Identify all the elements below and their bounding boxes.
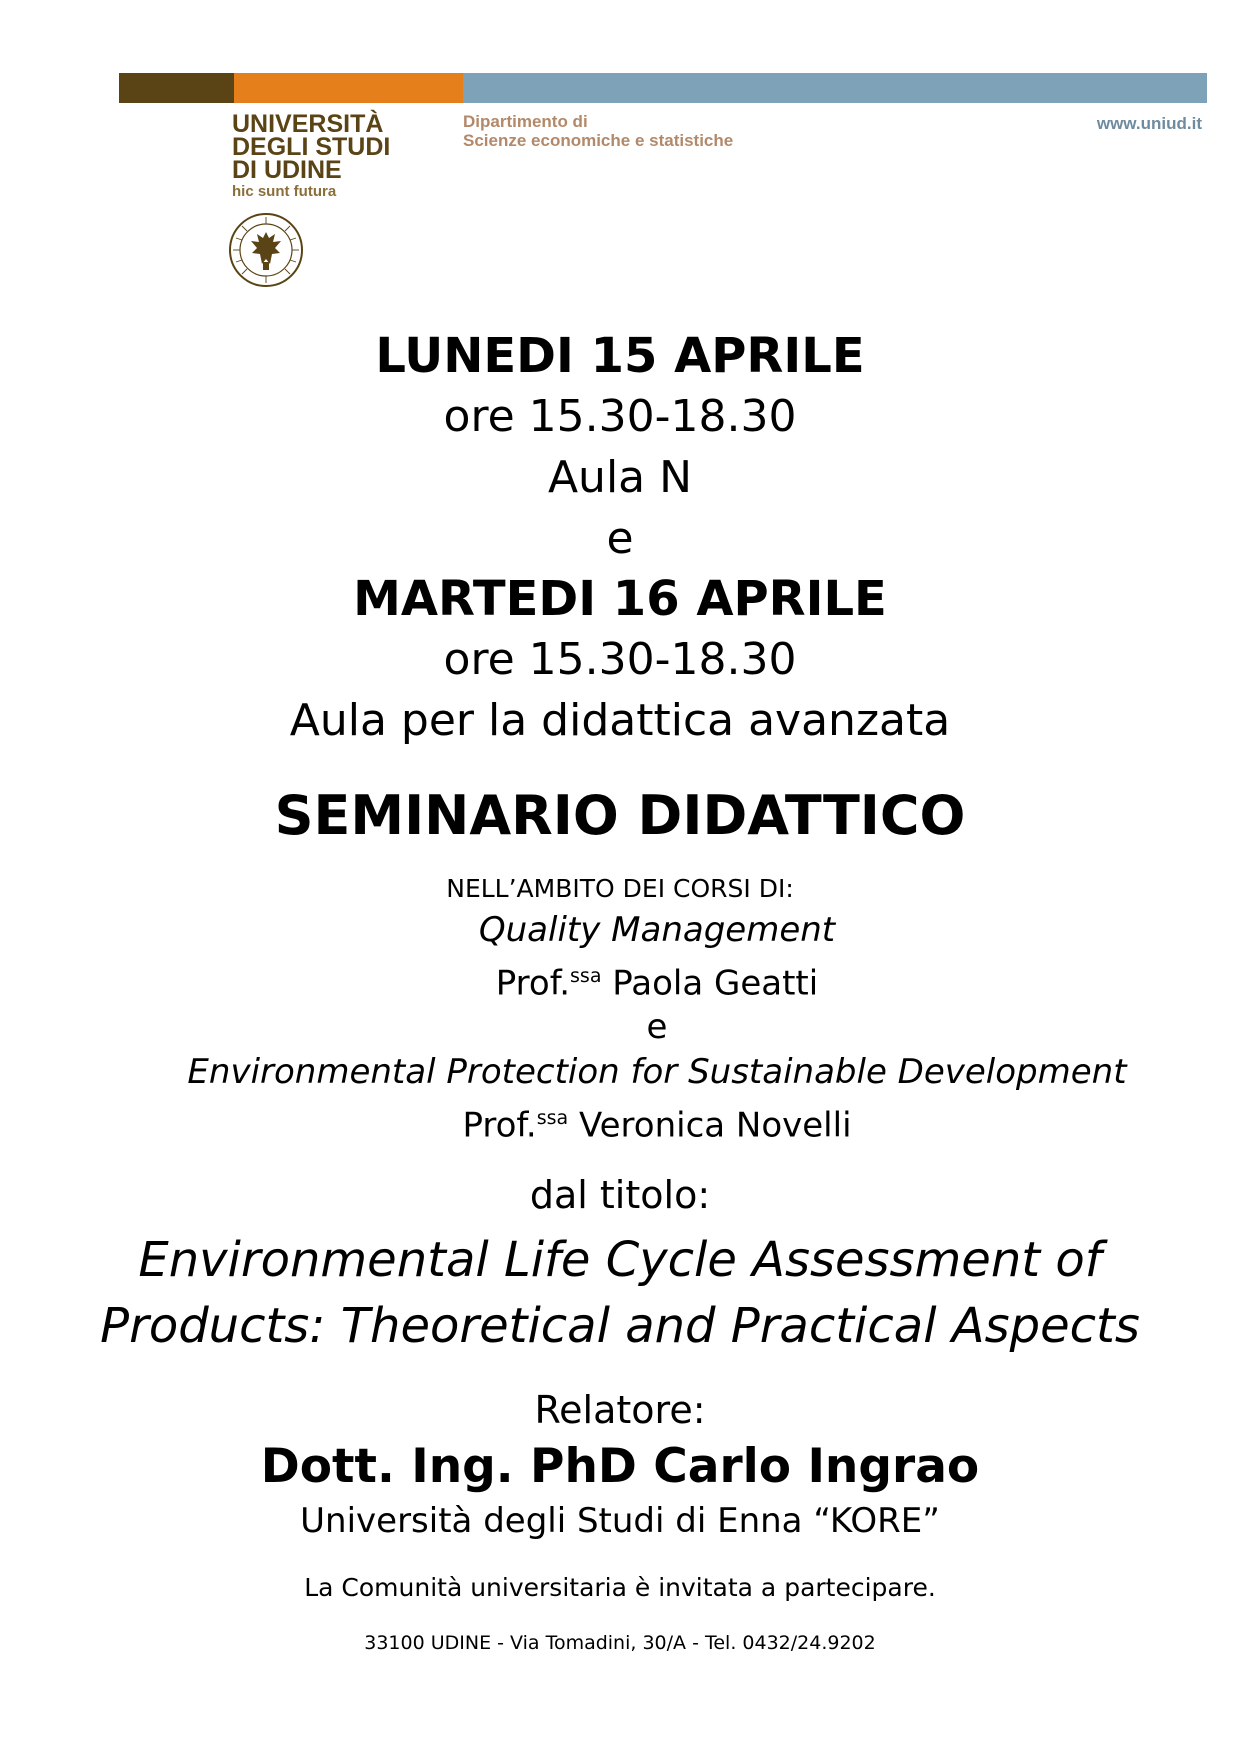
- session-connector: e: [606, 513, 634, 564]
- event-type-heading: SEMINARIO DIDATTICO: [274, 784, 966, 847]
- title-intro: dal titolo:: [529, 1172, 711, 1217]
- prof-prefix: Prof.: [462, 1105, 537, 1146]
- header-bar-blue: [463, 73, 1207, 103]
- courses-connector: e: [646, 1007, 668, 1048]
- university-seal-icon: [228, 212, 304, 288]
- university-line: DI UDINE: [232, 156, 342, 184]
- university-logo-text: [232, 110, 391, 184]
- session-date: MARTEDI 16 APRILE: [353, 571, 887, 627]
- department-line: Dipartimento di: [463, 112, 588, 131]
- session-room: Aula N: [547, 452, 693, 503]
- header-bar-orange: [234, 73, 463, 103]
- seminar-title: [0, 1227, 1240, 1359]
- course-name: Quality Management: [478, 910, 836, 950]
- session-time: ore 15.30-18.30: [443, 634, 797, 685]
- prof-sup: ssa: [570, 965, 602, 987]
- header-bar-brown: [119, 73, 234, 103]
- prof-prefix: Prof.: [495, 963, 571, 1004]
- footer-address: 33100 UDINE - Via Tomadini, 30/A - Tel. 0432/24.9202: [364, 1631, 876, 1654]
- poster-content: [0, 326, 1240, 1657]
- session-time: ore 15.30-18.30: [443, 391, 797, 442]
- university-motto: hic sunt futura: [232, 183, 337, 200]
- university-line: UNIVERSITÀ: [232, 110, 384, 138]
- prof-name: Paola Geatti: [612, 963, 819, 1004]
- website-link[interactable]: www.uniud.it: [1096, 114, 1202, 133]
- seminar-title-line: Products: Theoretical and Practical Aspects: [100, 1297, 1140, 1354]
- invitation-text: La Comunità universitaria è invitata a partecipare.: [304, 1572, 936, 1602]
- prof-sup: ssa: [536, 1107, 569, 1130]
- seminar-title-line: Environmental Life Cycle Assessment of: [138, 1231, 1102, 1288]
- session-date: LUNEDI 15 APRILE: [375, 328, 865, 384]
- speaker-name: Dott. Ing. PhD Carlo Ingrao: [260, 1438, 980, 1494]
- prof-name: Veronica Novelli: [579, 1105, 852, 1146]
- courses-intro: NELL’AMBITO DEI CORSI DI:: [446, 874, 794, 903]
- speaker-affiliation: Università degli Studi di Enna “KORE”: [300, 1500, 940, 1541]
- course-name: Environmental Protection for Sustainable Development: [187, 1052, 1127, 1093]
- university-line: DEGLI STUDI: [232, 133, 391, 161]
- course-professor: [37, 953, 1240, 1006]
- course-professor: [37, 1095, 1240, 1148]
- department-name: [463, 112, 733, 150]
- session-room: Aula per la didattica avanzata: [289, 695, 951, 746]
- speaker-label: Relatore:: [534, 1387, 706, 1432]
- department-line: Scienze economiche e statistiche: [463, 131, 734, 150]
- courses-list: [37, 907, 1240, 1149]
